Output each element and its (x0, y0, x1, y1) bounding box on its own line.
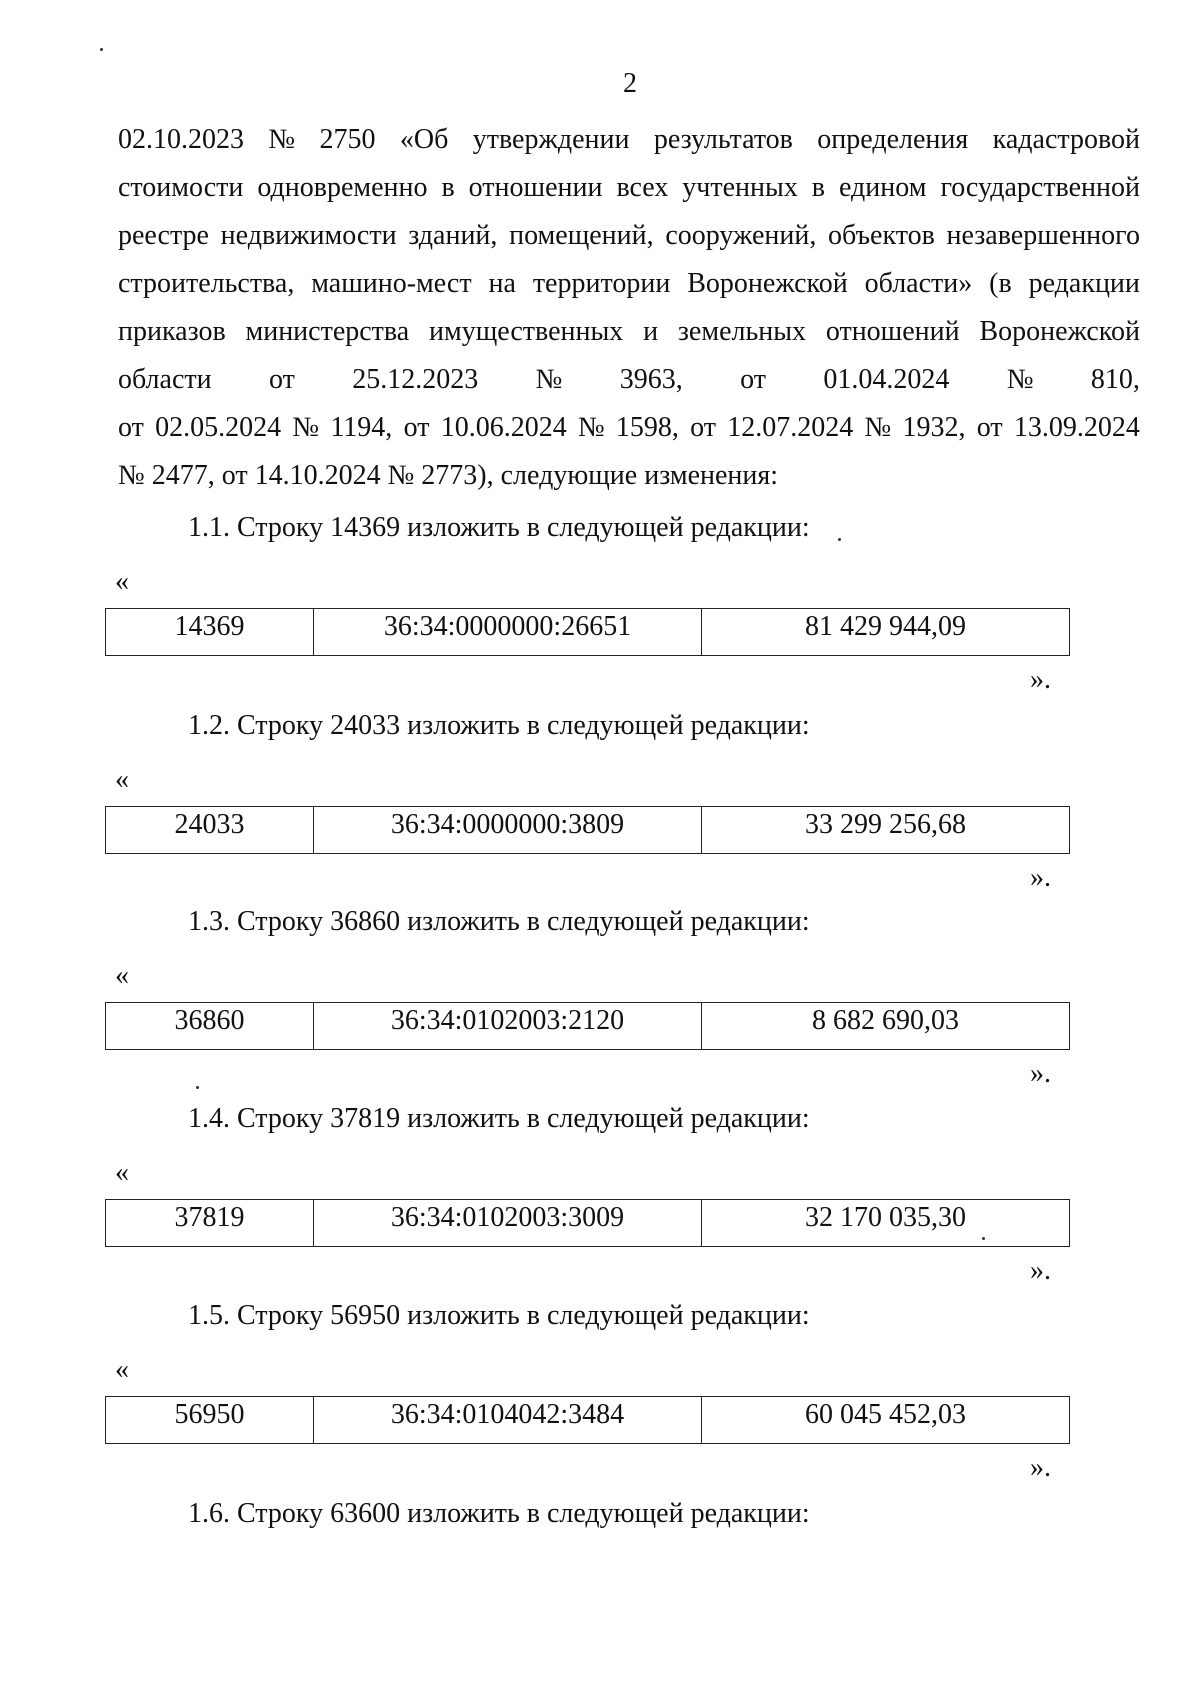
intro-word: земельных (677, 316, 807, 347)
intro-word: отношении (468, 172, 603, 203)
intro-word: стоимости (118, 172, 244, 203)
intro-word: кадастровой (992, 124, 1140, 155)
cadastral-value-cell: 33 299 256,68 (701, 807, 1069, 854)
intro-word: зданий, (408, 220, 498, 251)
intro-word: (в (989, 268, 1012, 299)
cadastral-row-table (105, 1002, 1070, 1050)
intro-word: 02.05.2024 (155, 412, 282, 443)
intro-word: от (690, 412, 717, 443)
row-number-cell: 24033 (106, 807, 314, 854)
intro-word: территории (532, 268, 671, 299)
cadastral-number-cell: 36:34:0102003:2120 (314, 1003, 702, 1050)
scan-speck (838, 538, 841, 541)
intro-word: 02.10.2023 (118, 124, 244, 155)
intro-word: министерства (245, 316, 410, 347)
intro-word: недвижимости (220, 220, 397, 251)
intro-word: редакции (1028, 268, 1140, 299)
table-row (106, 807, 1070, 854)
cadastral-number-cell: 36:34:0000000:26651 (314, 609, 702, 656)
intro-word: Воронежской (687, 268, 848, 299)
row-number-cell: 56950 (106, 1397, 314, 1444)
intro-word: от (269, 364, 295, 395)
row-number-cell: 37819 (106, 1200, 314, 1247)
intro-word: объектов (828, 220, 935, 251)
scan-speck (196, 1086, 199, 1089)
intro-word: области» (864, 268, 973, 299)
cadastral-number-cell: 36:34:0104042:3484 (314, 1397, 702, 1444)
cadastral-row-table (105, 1396, 1070, 1444)
intro-word: на (488, 268, 516, 299)
item-heading: 1.4. Строку 37819 изложить в следующей редакции: (188, 1103, 810, 1134)
intro-word: № (577, 412, 605, 443)
intro-word: 12.07.2024 (727, 412, 854, 443)
intro-line (118, 356, 1140, 404)
intro-word: от (403, 412, 430, 443)
cadastral-number-cell: 36:34:0102003:3009 (314, 1200, 702, 1247)
intro-word: результатов (653, 124, 793, 155)
row-number-cell: 14369 (106, 609, 314, 656)
cadastral-value-cell: 81 429 944,09 (702, 609, 1070, 656)
cadastral-row-table (105, 608, 1070, 656)
intro-word: 1598, (615, 412, 679, 443)
intro-word: утверждении (472, 124, 630, 155)
cadastral-value-cell: 32 170 035,30 (701, 1200, 1069, 1247)
intro-line (118, 308, 1140, 356)
open-quote: « (115, 1354, 129, 1385)
intro-word: 1932, (902, 412, 966, 443)
intro-word: № (292, 412, 320, 443)
cadastral-row-table (105, 1199, 1070, 1247)
intro-word: № (535, 364, 563, 395)
intro-word: в (811, 172, 826, 203)
intro-line (118, 260, 1140, 308)
intro-word: реестре (118, 220, 209, 251)
intro-word: строительства, (118, 268, 295, 299)
intro-line (118, 404, 1140, 452)
table-row (106, 609, 1070, 656)
intro-line (118, 116, 1140, 164)
table-row (106, 1003, 1070, 1050)
intro-word: одновременно (257, 172, 428, 203)
row-number-cell: 36860 (106, 1003, 314, 1050)
intro-word: 01.04.2024 (823, 364, 950, 395)
intro-word: 810, (1090, 364, 1140, 395)
item-heading: 1.1. Строку 14369 изложить в следующей редакции: (188, 512, 810, 543)
intro-word: 10.06.2024 (440, 412, 567, 443)
item-heading: 1.6. Строку 63600 изложить в следующей редакции: (188, 1498, 810, 1529)
cadastral-value-cell: 60 045 452,03 (701, 1397, 1069, 1444)
scan-speck (982, 1237, 985, 1240)
item-heading: 1.3. Строку 36860 изложить в следующей редакции: (188, 906, 810, 937)
intro-paragraph (118, 116, 1140, 500)
intro-word: приказов (118, 316, 226, 347)
close-quote: ». (1030, 1255, 1051, 1286)
intro-word: 1194, (330, 412, 393, 443)
open-quote: « (115, 566, 129, 597)
intro-word: государственной (940, 172, 1140, 203)
intro-last-line: № 2477, от 14.10.2024 № 2773), следующие изменения: (118, 460, 779, 491)
cadastral-row-table (105, 806, 1070, 854)
intro-word: от (118, 412, 144, 443)
intro-line (118, 164, 1140, 212)
intro-word: № (1006, 364, 1034, 395)
intro-word: сооружений, (665, 220, 817, 251)
intro-word: 13.09.2024 (1013, 412, 1140, 443)
intro-word: от (740, 364, 767, 395)
intro-word: определения (817, 124, 969, 155)
close-quote: ». (1030, 1058, 1051, 1089)
intro-word: в (441, 172, 455, 203)
cadastral-value-cell: 8 682 690,03 (701, 1003, 1069, 1050)
intro-word: имущественных (428, 316, 624, 347)
intro-word: от (976, 412, 1003, 443)
close-quote: ». (1030, 664, 1051, 695)
intro-word: и (643, 316, 659, 347)
intro-word: «Об (399, 124, 449, 155)
open-quote: « (115, 960, 129, 991)
intro-word: № (864, 412, 892, 443)
close-quote: ». (1030, 1452, 1051, 1483)
intro-word: 25.12.2023 (352, 364, 479, 395)
intro-word: отношений (825, 316, 960, 347)
page-number: 2 (623, 68, 637, 99)
open-quote: « (115, 764, 129, 795)
intro-word: незавершенного (946, 220, 1140, 251)
intro-word: помещений, (509, 220, 654, 251)
intro-word: едином (839, 172, 927, 203)
close-quote: ». (1030, 862, 1051, 893)
intro-word: машино-мест (311, 268, 472, 299)
intro-word: всех (616, 172, 669, 203)
item-heading: 1.2. Строку 24033 изложить в следующей редакции: (188, 710, 810, 741)
intro-word: области (118, 364, 212, 395)
intro-word: 2750 (319, 124, 376, 155)
table-row (106, 1200, 1070, 1247)
intro-word: учтенных (682, 172, 798, 203)
intro-word: Воронежской (979, 316, 1140, 347)
scan-speck (100, 48, 103, 51)
intro-word: № (268, 124, 296, 155)
item-heading: 1.5. Строку 56950 изложить в следующей редакции: (188, 1300, 810, 1331)
table-row (106, 1397, 1070, 1444)
intro-word: 3963, (619, 364, 683, 395)
cadastral-number-cell: 36:34:0000000:3809 (314, 807, 702, 854)
open-quote: « (115, 1157, 129, 1188)
intro-line (118, 212, 1140, 260)
